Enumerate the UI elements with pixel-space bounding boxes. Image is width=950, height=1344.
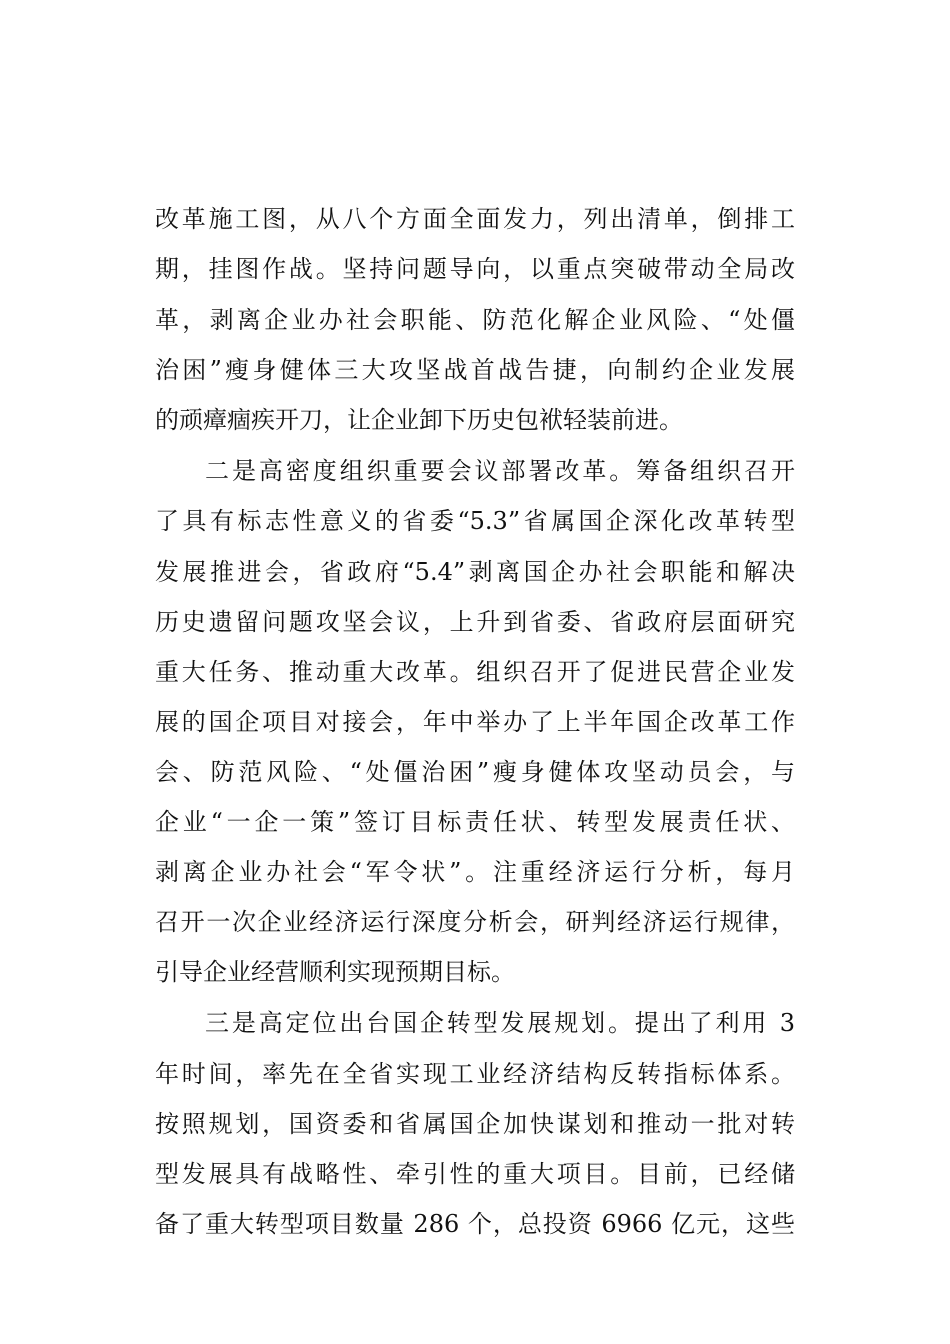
text-line: 重大任务、推动重大改革。组织召开了促进民营企业发 bbox=[155, 658, 795, 686]
text-line: 改革施工图，从八个方面全面发力，列出清单，倒排工 bbox=[155, 205, 795, 233]
text-line: 备了重大转型项目数量 286 个，总投资 6966 亿元，这些 bbox=[155, 1210, 795, 1238]
text-line: 发展推进会，省政府“5.4”剥离国企办社会职能和解决 bbox=[155, 558, 795, 586]
text-line: 的顽瘴痼疾开刀，让企业卸下历史包袱轻装前进。 bbox=[155, 406, 683, 434]
text-line: 革，剥离企业办社会职能、防范化解企业风险、“处僵 bbox=[155, 306, 795, 334]
text-line: 期，挂图作战。坚持问题导向，以重点突破带动全局改 bbox=[155, 255, 795, 283]
text-line: 了具有标志性意义的省委“5.3”省属国企深化改革转型 bbox=[155, 507, 795, 535]
text-line: 历史遗留问题攻坚会议，上升到省委、省政府层面研究 bbox=[155, 608, 795, 636]
paragraph-heading-line: 三是高定位出台国企转型发展规划。提出了利用 3 bbox=[205, 1009, 795, 1037]
text-line: 年时间，率先在全省实现工业经济结构反转指标体系。 bbox=[155, 1060, 795, 1088]
paragraph-heading-line: 二是高密度组织重要会议部署改革。筹备组织召开 bbox=[205, 457, 795, 485]
text-line: 剥离企业办社会“军令状”。注重经济运行分析，每月 bbox=[155, 858, 795, 886]
text-line: 会、防范风险、“处僵治困”瘦身健体攻坚动员会，与 bbox=[155, 758, 795, 786]
text-line: 企业“一企一策”签订目标责任状、转型发展责任状、 bbox=[155, 808, 795, 836]
text-line: 治困”瘦身健体三大攻坚战首战告捷，向制约企业发展 bbox=[155, 356, 795, 384]
text-line: 召开一次企业经济运行深度分析会，研判经济运行规律， bbox=[155, 908, 795, 936]
text-line: 展的国企项目对接会，年中举办了上半年国企改革工作 bbox=[155, 708, 795, 736]
text-line: 型发展具有战略性、牵引性的重大项目。目前，已经储 bbox=[155, 1160, 795, 1188]
text-line: 按照规划，国资委和省属国企加快谋划和推动一批对转 bbox=[155, 1110, 795, 1138]
text-line: 引导企业经营顺利实现预期目标。 bbox=[155, 958, 515, 986]
